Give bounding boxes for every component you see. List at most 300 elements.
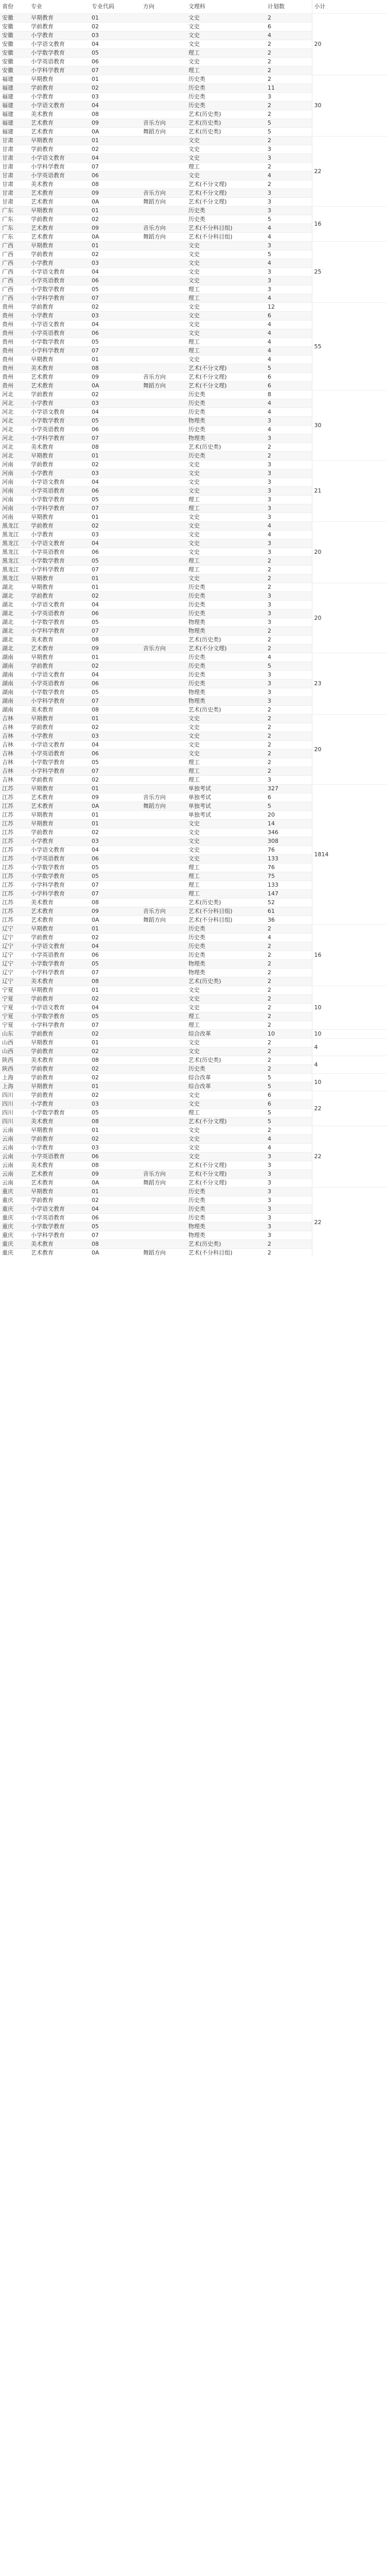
cell-major: 小学语文教育	[31, 1004, 65, 1011]
cell-plan-count: 2	[268, 566, 271, 573]
cell-major-code: 04	[92, 846, 99, 853]
cell-subject-category: 文史	[188, 549, 200, 555]
cell-province: 河北	[2, 391, 13, 398]
cell-province: 黑龙江	[0, 557, 29, 566]
cell-subject-category: 理工	[186, 1012, 266, 1021]
cell-plan-count: 2	[268, 741, 271, 748]
cell-plan-count: 308	[266, 837, 312, 846]
cell-province: 福建	[2, 93, 13, 100]
cell-plan-count: 76	[268, 864, 275, 871]
cell-subtotal: 16	[312, 207, 387, 242]
cell-direction	[141, 697, 186, 706]
cell-major-code: 01	[90, 1082, 141, 1091]
cell-major-code: 02	[92, 1197, 99, 1204]
cell-major-code: 01	[92, 987, 99, 993]
cell-subject-category: 文史	[188, 58, 200, 65]
cell-major: 艺术教育	[31, 917, 54, 923]
cell-major-code: 08	[92, 444, 99, 450]
cell-major: 小学英语教育	[29, 609, 90, 618]
cell-plan-count: 3	[268, 461, 271, 468]
cell-major: 小学英语教育	[29, 750, 90, 758]
cell-province: 江苏	[0, 907, 29, 916]
cell-province: 四川	[2, 1092, 13, 1098]
cell-major: 小学科学教育	[31, 566, 65, 573]
cell-direction	[141, 680, 186, 688]
cell-major: 学前教育	[31, 23, 54, 30]
cell-subject-category: 历史类	[186, 1188, 266, 1196]
cell-major: 小学教育	[31, 531, 54, 538]
cell-province: 广东	[0, 224, 29, 233]
cell-plan-count: 6	[268, 794, 271, 801]
cell-direction	[141, 688, 186, 697]
cell-plan-count: 2	[268, 41, 271, 47]
cell-plan-count: 3	[268, 776, 271, 783]
cell-province: 黑龙江	[0, 574, 29, 583]
cell-major-code: 01	[90, 785, 141, 793]
cell-major-code: 02	[92, 934, 99, 941]
cell-major-code: 03	[92, 93, 99, 100]
cell-major-code: 08	[92, 181, 99, 188]
cell-major-code: 0A	[92, 128, 99, 135]
cell-province: 湖南	[2, 654, 13, 660]
cell-direction: 音乐方向	[143, 794, 166, 801]
cell-major: 小学科学教育	[29, 504, 90, 513]
cell-direction	[141, 417, 186, 426]
cell-major: 小学英语教育	[29, 855, 90, 863]
cell-major: 小学科学教育	[29, 890, 90, 899]
cell-province: 湖南	[0, 697, 29, 706]
cell-major: 学前教育	[29, 1135, 90, 1144]
cell-direction	[141, 855, 186, 863]
cell-direction	[141, 986, 186, 995]
cell-major-code: 06	[90, 172, 141, 180]
cell-major-code: 02	[90, 1065, 141, 1074]
cell-major-code: 0A	[92, 233, 99, 240]
cell-major-code: 04	[90, 1205, 141, 1214]
cell-major: 小学科学教育	[31, 163, 65, 170]
cell-plan-count: 3	[266, 697, 312, 706]
cell-major: 学前教育	[31, 1197, 54, 1204]
cell-plan-count: 3	[268, 479, 271, 485]
cell-major-code: 03	[92, 1144, 99, 1151]
cell-plan-count: 2	[268, 444, 271, 450]
cell-province: 重庆	[2, 1214, 13, 1221]
cell-plan-count: 4	[266, 347, 312, 355]
cell-province: 湖北	[0, 592, 29, 601]
cell-major-code: 03	[90, 399, 141, 408]
cell-major: 早期教育	[31, 356, 54, 363]
cell-subject-category: 艺术(不分文理)	[188, 181, 227, 188]
cell-direction	[141, 478, 186, 487]
cell-major: 早期教育	[29, 137, 90, 145]
cell-direction	[141, 872, 186, 881]
cell-major: 早期教育	[31, 76, 54, 82]
cell-plan-count: 5	[266, 802, 312, 811]
cell-subject-category: 理工	[188, 163, 200, 170]
cell-plan-count: 3	[266, 680, 312, 688]
cell-plan-count: 3	[268, 268, 271, 275]
cell-major-code: 06	[90, 1153, 141, 1161]
cell-major: 小学数学教育	[31, 496, 65, 503]
cell-direction	[141, 504, 186, 513]
cell-major: 小学教育	[31, 93, 54, 100]
cell-province: 江苏	[0, 802, 29, 811]
table-row	[0, 1188, 387, 1196]
cell-plan-count: 3	[266, 417, 312, 426]
cell-direction	[141, 601, 186, 609]
cell-subject-category: 理工	[186, 347, 266, 355]
cell-subject-category: 历史类	[186, 1065, 266, 1074]
cell-plan-count: 4	[266, 172, 312, 180]
cell-major-code: 08	[92, 111, 99, 117]
cell-direction	[141, 539, 186, 548]
cell-province: 河北	[2, 444, 13, 450]
cell-subject-category: 理工	[188, 864, 200, 871]
cell-major-code: 03	[90, 469, 141, 478]
cell-subject-category: 艺术(历史类)	[188, 899, 221, 906]
cell-province: 四川	[2, 1109, 13, 1116]
cell-province: 广东	[2, 216, 13, 223]
cell-subject-category: 历史类	[186, 1205, 266, 1214]
cell-major-code: 07	[92, 163, 99, 170]
cell-major-code: 01	[90, 207, 141, 215]
cell-major: 小学语文教育	[31, 268, 65, 275]
cell-major: 艺术教育	[31, 233, 54, 240]
cell-major: 学前教育	[29, 84, 90, 93]
cell-major-code: 01	[90, 452, 141, 461]
cell-subject-category: 历史类	[188, 584, 205, 590]
cell-direction	[141, 574, 186, 583]
cell-major-code: 08	[92, 1057, 99, 1063]
cell-subject-category: 物理类	[186, 627, 266, 636]
cell-major: 学前教育	[29, 1030, 90, 1039]
cell-major-code: 08	[92, 1162, 99, 1168]
cell-province: 重庆	[0, 1188, 29, 1196]
cell-subject-category: 历史类	[186, 207, 266, 215]
cell-direction	[141, 1196, 186, 1205]
cell-major-code: 04	[92, 601, 99, 608]
cell-direction	[141, 820, 186, 828]
cell-major-code: 09	[90, 1170, 141, 1179]
cell-direction	[141, 285, 186, 294]
cell-direction	[141, 469, 186, 478]
cell-plan-count: 76	[268, 846, 275, 853]
cell-major-code: 05	[90, 1012, 141, 1021]
cell-province: 上海	[0, 1082, 29, 1091]
cell-major-code: 09	[92, 374, 99, 380]
cell-major-code: 02	[92, 776, 99, 783]
cell-major-code: 07	[90, 697, 141, 706]
cell-province: 河南	[2, 479, 13, 485]
cell-major: 早期教育	[29, 452, 90, 461]
cell-major: 学前教育	[31, 391, 54, 398]
cell-direction	[141, 66, 186, 75]
cell-subtotal: 22	[312, 137, 387, 207]
cell-province: 吉林	[0, 750, 29, 758]
cell-major-code: 06	[92, 1214, 99, 1221]
cell-major-code: 01	[92, 1039, 99, 1046]
cell-province: 广西	[0, 259, 29, 268]
cell-subject-category: 历史类	[188, 216, 205, 223]
cell-major: 美术教育	[29, 1240, 90, 1249]
cell-major: 小学科学教育	[31, 882, 65, 888]
cell-major: 小学教育	[29, 259, 90, 268]
cell-major-code: 02	[90, 995, 141, 1004]
cell-major: 艺术教育	[29, 645, 90, 653]
cell-major: 美术教育	[31, 1057, 54, 1063]
cell-province: 辽宁	[0, 942, 29, 951]
cell-subject-category: 艺术(历史类)	[188, 1057, 221, 1063]
cell-province: 河南	[0, 469, 29, 478]
cell-plan-count: 3	[268, 671, 271, 678]
cell-major: 艺术教育	[29, 189, 90, 198]
cell-major-code: 02	[92, 461, 99, 468]
cell-subject-category: 文史	[188, 356, 200, 363]
cell-subject-category: 文史	[188, 741, 200, 748]
cell-province: 安徽	[0, 31, 29, 40]
cell-plan-count: 12	[268, 303, 275, 310]
cell-direction	[141, 391, 186, 399]
cell-province: 河南	[0, 504, 29, 513]
cell-major-code: 06	[90, 855, 141, 863]
cell-plan-count: 3	[268, 689, 271, 696]
cell-major-code: 05	[92, 338, 99, 345]
cell-major-code: 08	[90, 977, 141, 986]
cell-major-code: 07	[90, 66, 141, 75]
cell-major: 小学数学教育	[29, 417, 90, 426]
cell-direction: 音乐方向	[143, 374, 166, 380]
cell-direction	[141, 399, 186, 408]
cell-major-code: 05	[92, 286, 99, 293]
cell-major: 早期教育	[31, 514, 54, 520]
cell-major: 艺术教育	[29, 224, 90, 233]
cell-subject-category: 艺术(历史类)	[188, 636, 221, 643]
cell-subject-category: 历史类	[186, 925, 266, 934]
cell-province: 甘肃	[2, 181, 13, 188]
cell-province: 吉林	[2, 776, 13, 783]
cell-subject-category: 历史类	[186, 452, 266, 461]
cell-plan-count: 4	[268, 531, 271, 538]
cell-major-code: 02	[90, 1030, 141, 1039]
cell-major-code: 05	[92, 864, 99, 871]
cell-plan-count: 3	[266, 539, 312, 548]
cell-major: 小学英语教育	[29, 329, 90, 338]
cell-major-code: 04	[92, 321, 99, 328]
cell-subject-category: 文史	[186, 1153, 266, 1161]
header-subtotal: 小计	[312, 0, 387, 14]
cell-major-code: 05	[90, 1223, 141, 1231]
cell-province: 甘肃	[0, 189, 29, 198]
cell-major-code: 07	[90, 294, 141, 303]
cell-major: 小学教育	[29, 312, 90, 320]
cell-province: 贵州	[0, 364, 29, 373]
table-row	[0, 1030, 387, 1039]
cell-plan-count: 3	[266, 207, 312, 215]
cell-subject-category: 文史	[186, 820, 266, 828]
cell-plan-count: 2	[268, 1039, 271, 1046]
cell-direction	[141, 1065, 186, 1074]
header-province: 省份	[2, 3, 13, 10]
cell-major-code: 02	[92, 251, 99, 258]
cell-major-code: 04	[92, 479, 99, 485]
cell-plan-count: 3	[266, 609, 312, 618]
cell-major-code: 03	[92, 531, 99, 538]
cell-plan-count: 3	[266, 189, 312, 198]
cell-subject-category: 文史	[188, 1039, 200, 1046]
cell-major: 学前教育	[31, 251, 54, 258]
cell-plan-count: 5	[268, 128, 271, 135]
cell-major: 学前教育	[31, 724, 54, 731]
cell-subject-category: 历史类	[188, 409, 205, 415]
cell-subject-category: 历史类	[188, 76, 205, 82]
cell-plan-count: 75	[266, 872, 312, 881]
cell-province: 安徽	[2, 23, 13, 30]
cell-direction	[141, 443, 186, 452]
cell-plan-count: 8	[268, 391, 271, 398]
cell-subject-category: 艺术(不分文理)	[186, 189, 266, 198]
cell-province: 贵州	[0, 382, 29, 391]
cell-subject-category: 文史	[186, 329, 266, 338]
cell-subtotal: 25	[312, 242, 387, 303]
cell-subject-category: 理工	[186, 890, 266, 899]
cell-major: 学前教育	[29, 1047, 90, 1056]
cell-major: 学前教育	[31, 829, 54, 836]
cell-plan-count: 4	[268, 321, 271, 328]
cell-plan-count: 2	[268, 636, 271, 643]
cell-plan-count: 4	[266, 1135, 312, 1144]
cell-subject-category: 文史	[186, 469, 266, 478]
cell-province: 甘肃	[0, 154, 29, 163]
cell-plan-count: 5	[266, 119, 312, 128]
cell-province: 安徽	[2, 41, 13, 47]
cell-province: 河北	[0, 452, 29, 461]
cell-plan-count: 5	[268, 216, 271, 223]
cell-major-code: 04	[90, 539, 141, 548]
cell-major: 学前教育	[29, 995, 90, 1004]
cell-direction	[141, 1074, 186, 1082]
cell-major: 早期教育	[29, 207, 90, 215]
cell-major: 早期教育	[31, 811, 54, 818]
cell-province: 江苏	[2, 794, 13, 801]
cell-plan-count: 2	[266, 942, 312, 951]
cell-plan-count: 2	[268, 724, 271, 731]
cell-plan-count: 2	[268, 1004, 271, 1011]
cell-direction: 音乐方向	[141, 907, 186, 916]
cell-province: 宁夏	[2, 987, 13, 993]
cell-province: 吉林	[0, 715, 29, 723]
cell-subject-category: 文史	[188, 724, 200, 731]
cell-major: 小学科学教育	[31, 1022, 65, 1028]
cell-province: 重庆	[2, 1197, 13, 1204]
cell-province: 江苏	[2, 899, 13, 906]
cell-plan-count: 3	[268, 1179, 271, 1186]
cell-major-code: 05	[92, 759, 99, 766]
cell-plan-count: 2	[266, 557, 312, 566]
cell-province: 福建	[0, 119, 29, 128]
table-row	[0, 1126, 387, 1135]
cell-major: 学前教育	[31, 303, 54, 310]
cell-major: 小学科学教育	[29, 627, 90, 636]
cell-plan-count: 4	[268, 409, 271, 415]
cell-plan-count: 4	[266, 224, 312, 233]
cell-major-code: 07	[90, 347, 141, 355]
cell-province: 安徽	[0, 66, 29, 75]
cell-direction	[141, 785, 186, 793]
cell-subject-category: 艺术(历史类)	[186, 119, 266, 128]
cell-direction	[141, 557, 186, 566]
cell-direction	[141, 1135, 186, 1144]
cell-major-code: 07	[92, 566, 99, 573]
cell-direction	[141, 84, 186, 93]
cell-major: 小学数学教育	[31, 619, 65, 625]
cell-subject-category: 历史类	[188, 654, 205, 660]
cell-major: 小学教育	[29, 837, 90, 846]
cell-major-code: 05	[92, 1109, 99, 1116]
cell-direction	[141, 995, 186, 1004]
cell-plan-count: 3	[268, 549, 271, 555]
cell-direction	[141, 93, 186, 101]
cell-province: 贵州	[0, 347, 29, 355]
cell-province: 吉林	[2, 759, 13, 766]
cell-direction: 音乐方向	[141, 224, 186, 233]
cell-province: 河北	[2, 426, 13, 433]
cell-major: 美术教育	[31, 636, 54, 643]
cell-subject-category: 文史	[188, 146, 200, 152]
table-row	[0, 14, 387, 23]
cell-plan-count: 3	[268, 601, 271, 608]
cell-subject-category: 历史类	[188, 1214, 205, 1221]
cell-direction	[141, 1214, 186, 1223]
cell-province: 江苏	[2, 882, 13, 888]
cell-major: 小学语文教育	[31, 41, 65, 47]
cell-subject-category: 历史类	[188, 93, 205, 100]
cell-major-code: 02	[92, 303, 99, 310]
cell-subtotal: 22	[312, 1188, 387, 1258]
cell-plan-count: 61	[266, 907, 312, 916]
cell-subtotal: 20	[312, 715, 387, 785]
cell-direction	[141, 750, 186, 758]
cell-direction	[141, 828, 186, 837]
cell-province: 河南	[2, 461, 13, 468]
cell-province: 江苏	[2, 864, 13, 871]
cell-province: 江苏	[2, 811, 13, 818]
cell-province: 贵州	[0, 329, 29, 338]
cell-province: 吉林	[0, 732, 29, 741]
cell-province: 重庆	[0, 1205, 29, 1214]
cell-subject-category: 艺术(历史类)	[188, 111, 221, 117]
cell-subject-category: 综合改革	[186, 1082, 266, 1091]
cell-direction	[141, 1030, 186, 1039]
cell-plan-count: 52	[268, 899, 275, 906]
cell-direction	[141, 1144, 186, 1153]
header-direction: 方向	[143, 3, 154, 10]
cell-direction	[141, 1126, 186, 1135]
cell-subtotal: 30	[312, 75, 387, 137]
cell-direction	[141, 1223, 186, 1231]
cell-direction	[141, 548, 186, 557]
cell-subject-category: 文史	[186, 242, 266, 250]
cell-plan-count: 2	[268, 1127, 271, 1133]
cell-province: 江苏	[0, 872, 29, 881]
cell-direction	[141, 706, 186, 715]
cell-subject-category: 物理类	[186, 1223, 266, 1231]
cell-direction: 舞蹈方向	[141, 802, 186, 811]
cell-province: 河南	[2, 496, 13, 503]
cell-direction	[141, 434, 186, 443]
table-row	[0, 522, 387, 531]
cell-major: 小学数学教育	[31, 864, 65, 871]
cell-subtotal: 20	[312, 583, 387, 653]
